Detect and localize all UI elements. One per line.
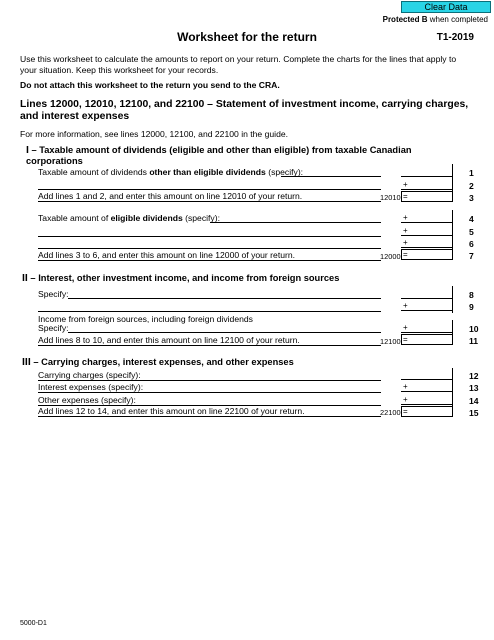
line-code-12000: 12000 [380, 252, 401, 261]
row7-label: Add lines 3 to 6, and enter this amount on line 12000 of your return. [38, 250, 296, 260]
line2-plus: + [403, 180, 408, 189]
line3-total-box[interactable] [401, 191, 453, 202]
line10-divider [452, 320, 453, 334]
line11-equals: = [403, 335, 408, 344]
row12-specify-line[interactable] [38, 380, 381, 381]
part2-dash: – [27, 273, 39, 283]
row8-specify-line[interactable] [68, 298, 381, 299]
row10-label-b: Specify: [38, 323, 69, 333]
row1-label-b: other than eligible dividends [149, 167, 266, 177]
line9-plus: + [403, 301, 408, 310]
line13-field[interactable] [401, 381, 453, 392]
line-number-13: 13 [469, 383, 479, 393]
line12-field[interactable] [401, 369, 453, 380]
row10-label-a: Income from foreign sources, including foreign dividends [38, 314, 253, 324]
line-number-11: 11 [469, 336, 479, 346]
row7-underline [38, 260, 381, 261]
line-number-9: 9 [469, 302, 474, 312]
line8-field[interactable] [401, 288, 453, 299]
row10-specify-line[interactable] [68, 332, 381, 333]
line-number-6: 6 [469, 239, 474, 249]
row1-label-c: (specify): [265, 167, 304, 177]
line5-plus: + [403, 226, 408, 235]
line-code-12100: 12100 [380, 337, 401, 346]
line13-divider [452, 381, 453, 393]
part2-title: Interest, other investment income, and income from foreign sources [38, 273, 340, 283]
row1-label-a: Taxable amount of dividends [38, 167, 150, 177]
line1-divider [452, 164, 453, 178]
part1-numeral: I [26, 144, 29, 156]
part1-dash: – [28, 145, 40, 155]
row2-specify-line[interactable] [38, 189, 381, 190]
row8-label: Specify: [38, 289, 69, 299]
line6-field[interactable] [401, 237, 453, 248]
form-footer-code: 5000-D1 [20, 620, 47, 627]
part1-title: Taxable amount of dividends (eligible and other than eligible) from taxable Canadian corporations [26, 145, 412, 166]
row11-label: Add lines 8 to 10, and enter this amount on line 12100 of your return. [38, 335, 300, 345]
part2-numeral: II [22, 272, 28, 284]
notice-text: Do not attach this worksheet to the return you send to the CRA. [20, 80, 280, 90]
line4-plus: + [403, 213, 408, 222]
line14-field[interactable] [401, 394, 453, 405]
line2-divider [452, 178, 453, 191]
line-number-1: 1 [469, 168, 474, 178]
line3-equals: = [403, 192, 408, 201]
more-info-text: For more information, see lines 12000, 12100, and 22100 in the guide. [20, 129, 289, 139]
row15-underline [38, 416, 381, 417]
line4-field[interactable] [401, 212, 453, 223]
line-number-2: 2 [469, 181, 474, 191]
line13-plus: + [403, 382, 408, 391]
part2-heading [22, 273, 462, 284]
line12-divider [452, 368, 453, 381]
line9-divider [452, 300, 453, 313]
row9-specify-line[interactable] [38, 311, 381, 312]
line-number-8: 8 [469, 290, 474, 300]
row12-label: Carrying charges (specify): [38, 370, 141, 380]
line7-total-box[interactable] [401, 249, 453, 260]
row14-label: Other expenses (specify): [38, 395, 136, 405]
line14-plus: + [403, 395, 408, 404]
line14-divider [452, 393, 453, 406]
line1-field[interactable] [401, 166, 453, 177]
clear-data-button[interactable]: Clear Data [401, 1, 491, 13]
row3-label: Add lines 1 and 2, and enter this amount on line 12010 of your return. [38, 191, 303, 201]
protected-b-label [383, 15, 488, 24]
row4-label-b: eligible dividends [110, 213, 183, 223]
line6-plus: + [403, 238, 408, 247]
line-number-5: 5 [469, 227, 474, 237]
row6-specify-line[interactable] [38, 248, 381, 249]
protected-b-rest: when completed [427, 15, 488, 24]
part3-numeral: III [22, 356, 31, 368]
line8-divider [452, 286, 453, 300]
row4-label-c: (specify): [182, 213, 220, 223]
line11-total-box[interactable] [401, 334, 453, 345]
row1-label [38, 167, 303, 177]
line15-equals: = [403, 407, 408, 416]
row15-label: Add lines 12 to 14, and enter this amount on line 22100 of your return. [38, 406, 305, 416]
line-number-14: 14 [469, 396, 479, 406]
line4-divider [452, 210, 453, 224]
row1-specify-line[interactable] [281, 176, 381, 177]
row4-specify-line[interactable] [210, 222, 381, 223]
row13-specify-line[interactable] [38, 392, 381, 393]
line10-plus: + [403, 323, 408, 332]
line15-total-box[interactable] [401, 406, 453, 417]
page-title: Worksheet for the return [177, 30, 317, 44]
line-number-3: 3 [469, 193, 474, 203]
row3-underline [38, 201, 381, 202]
intro-paragraph: Use this worksheet to calculate the amounts to report on your return. Complete the charts for the lines that apply to your situation. Keep this worksheet for your records. [20, 54, 457, 75]
line6-divider [452, 237, 453, 249]
row4-label-a: Taxable amount of [38, 213, 111, 223]
line5-field[interactable] [401, 225, 453, 236]
line5-divider [452, 224, 453, 237]
part3-title: Carrying charges, interest expenses, and other expenses [41, 357, 294, 367]
row11-underline [38, 345, 381, 346]
line-number-7: 7 [469, 251, 474, 261]
line10-field[interactable] [401, 322, 453, 333]
row13-label: Interest expenses (specify): [38, 382, 144, 392]
row5-specify-line[interactable] [38, 236, 381, 237]
line-number-10: 10 [469, 324, 479, 334]
line7-equals: = [403, 250, 408, 259]
protected-b-strong: Protected B [382, 15, 428, 24]
line-number-15: 15 [469, 408, 479, 418]
line-number-4: 4 [469, 214, 474, 224]
form-code: T1-2019 [436, 32, 474, 43]
part1-heading [26, 145, 466, 167]
line-code-12010: 12010 [380, 193, 401, 202]
row4-label [38, 213, 220, 223]
line-code-22100: 22100 [380, 408, 401, 417]
section-heading: Lines 12000, 12010, 12100, and 22100 – Statement of investment income, carrying charges, and interest expenses [20, 99, 469, 122]
line9-field[interactable] [401, 300, 453, 311]
line-number-12: 12 [469, 371, 479, 381]
part3-dash: – [30, 357, 42, 367]
line2-field[interactable] [401, 179, 453, 190]
part3-heading [22, 357, 462, 368]
